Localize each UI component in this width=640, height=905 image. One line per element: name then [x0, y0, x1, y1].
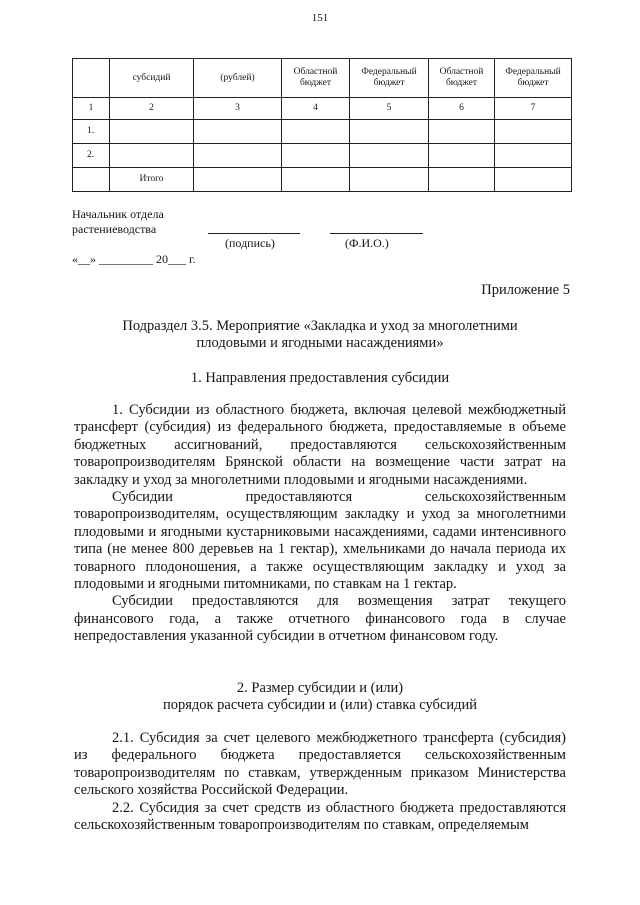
column-number-row [73, 98, 572, 120]
section2-title-line2: порядок расчета субсидии и (или) ставка субсидий [162, 697, 478, 713]
section1-title: 1. Направления предоставления субсидии [190, 370, 450, 386]
header-cell: Федеральный бюджет [495, 59, 572, 98]
column-number: 7 [495, 98, 572, 120]
table-cell [282, 144, 350, 168]
row-number: 2. [73, 144, 110, 168]
header-cell: субсидий [110, 59, 194, 98]
section2-paragraph2: 2.2. Субсидия за счет средств из областного бюджета предоставляются сельскохозяйственным товаропроизводителям по ставкам, определяемым [74, 799, 566, 834]
column-number: 6 [429, 98, 495, 120]
table-cell [194, 144, 282, 168]
table-row [73, 144, 572, 168]
column-number: 1 [73, 98, 110, 120]
column-number: 5 [350, 98, 429, 120]
header-cell [73, 59, 110, 98]
section1-paragraph3: Субсидии предоставляются для возмещения затрат текущего финансового года, а также отчетного финансового года в случае непредоставления указанной субсидии в отчетном финансовом году. [74, 593, 566, 645]
table-cell [282, 120, 350, 144]
column-number: 2 [110, 98, 194, 120]
header-cell: (рублей) [194, 59, 282, 98]
header-cell: Областной бюджет [282, 59, 350, 98]
section1-paragraph1: 1. Субсидии из областного бюджета, включая целевой межбюджетный трансферт (субсидия) из федерального бюджета, предоставляемые в объеме бюджетных ассигнований, предоставляются сельскохозяйственным товаропроизводителям Брянской области на возмещение части затрат на закладку и уход за многолетними плодовыми и ягодными насаждениями. [74, 402, 566, 488]
table-cell [194, 168, 282, 192]
signature-line [208, 233, 300, 234]
table-cell [282, 168, 350, 192]
table-cell [429, 168, 495, 192]
row-label [110, 144, 194, 168]
name-line [330, 233, 423, 234]
section2-paragraph1: 2.1. Субсидия за счет целевого межбюджетного трансферта (субсидия) из федерального бюджета предоставляется сельскохозяйственным товаропроизводителям по ставкам, утвержденным приказом Министерства сельского хозяйства Российской Федерации. [74, 730, 566, 799]
page-number: 151 [311, 12, 329, 24]
column-number: 4 [282, 98, 350, 120]
table-cell [350, 144, 429, 168]
table-row [73, 120, 572, 144]
table-cell [194, 120, 282, 144]
section2-body [74, 730, 566, 834]
row-number [73, 168, 110, 192]
table-total-row [73, 168, 572, 192]
signature-caption: (подпись) [225, 236, 275, 250]
row-label: Итого [110, 168, 194, 192]
table-cell [429, 144, 495, 168]
name-caption: (Ф.И.О.) [345, 236, 389, 250]
section1-body [74, 402, 566, 646]
row-number: 1. [73, 120, 110, 144]
table-header-row [73, 59, 572, 98]
section1-paragraph2: Субсидии предоставляются сельскохозяйственным товаропроизводителям, осуществляющим закладку и уход за многолетними плодовыми и ягодными кустарниковыми насаждениями, садами интенсивного типа (не менее 800 деревьев на 1 гектар), хмельниками до начала периода их товарного плодоношения, а также осуществляющим закладку и уход за плодовыми и ягодными питомниками, по ставкам на 1 гектар. [74, 489, 566, 593]
row-label [110, 120, 194, 144]
header-cell: Федеральный бюджет [350, 59, 429, 98]
date-line: «__» _________ 20___ г. [72, 252, 196, 266]
subsection-title-line1: Подраздел 3.5. Мероприятие «Закладка и уход за многолетними [122, 318, 518, 334]
table-cell [495, 144, 572, 168]
subsection-title-line2: плодовыми и ягодными насаждениями» [196, 335, 444, 351]
header-cell: Областной бюджет [429, 59, 495, 98]
appendix-label: Приложение 5 [481, 282, 570, 298]
section2-title-line1: 2. Размер субсидии и (или) [236, 680, 404, 696]
table-cell [495, 168, 572, 192]
subsidy-table [72, 58, 572, 192]
table-cell [495, 120, 572, 144]
table-cell [429, 120, 495, 144]
position-title-line2: растениеводства [72, 222, 157, 236]
table-cell [350, 168, 429, 192]
table-cell [350, 120, 429, 144]
column-number: 3 [194, 98, 282, 120]
position-title-line1: Начальник отдела [72, 207, 164, 221]
